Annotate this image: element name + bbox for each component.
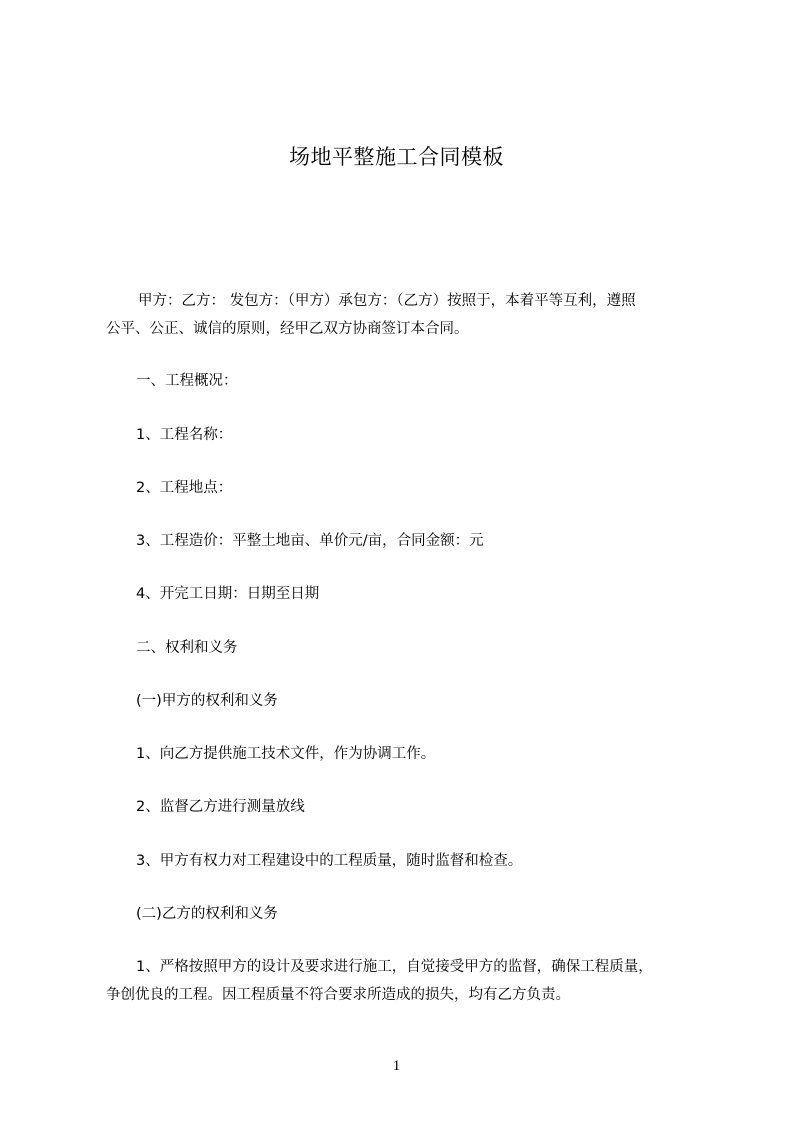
intro-paragraph-line-2: 公平、公正、诚信的原则，经甲乙双方协商签订本合同。 (106, 321, 469, 337)
party-b-item-1-line-1: 1、严格按照甲方的设计及要求进行施工，自觉接受甲方的监督，确保工程质量， (136, 959, 653, 975)
subsection-heading-party-b: (二)乙方的权利和义务 (136, 906, 278, 922)
item-project-name: 1、工程名称： (136, 427, 233, 443)
section-heading-rights-obligations: 二、权利和义务 (136, 640, 238, 656)
party-a-item-3: 3、甲方有权力对工程建设中的工程质量，随时监督和检查。 (136, 853, 523, 869)
document-title: 场地平整施工合同模板 (289, 145, 504, 169)
item-project-location: 2、工程地点： (136, 480, 233, 496)
party-a-item-2: 2、监督乙方进行测量放线 (136, 799, 305, 815)
page-number: 1 (392, 1058, 401, 1074)
party-a-item-1: 1、向乙方提供施工技术文件，作为协调工作。 (136, 746, 436, 762)
item-project-dates: 4、开完工日期：日期至日期 (136, 586, 320, 602)
party-b-item-1-line-2: 争创优良的工程。因工程质量不符合要求所造成的损失，均有乙方负责。 (106, 987, 570, 1003)
section-heading-project-overview: 一、工程概况： (136, 373, 238, 389)
subsection-heading-party-a: (一)甲方的权利和义务 (136, 693, 278, 709)
item-project-cost: 3、工程造价：平整土地亩、单价元/亩，合同金额：元 (136, 533, 484, 549)
intro-paragraph-line-1: 甲方：乙方： 发包方：（甲方）承包方：（乙方）按照于，本着平等互利，遵照 (138, 293, 636, 309)
